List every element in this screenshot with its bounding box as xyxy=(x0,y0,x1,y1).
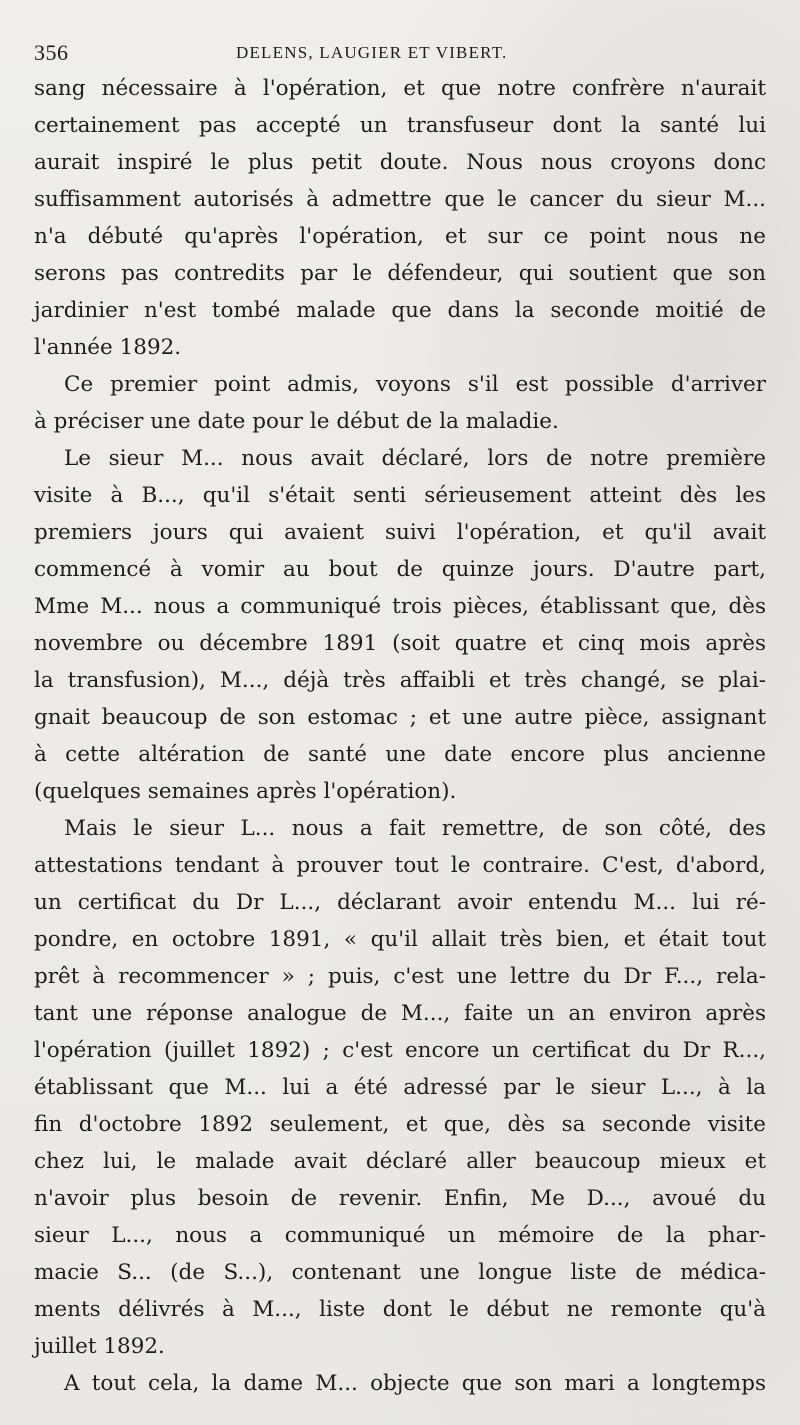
text-line: prêt à recommencer » ; puis, c'est une lettre du Dr F..., rela- xyxy=(34,964,766,989)
text-line: serons pas contredits par le défendeur, qui soutient que son xyxy=(34,261,766,286)
text-line: la transfusion), M..., déjà très affaibli et très changé, se plai- xyxy=(34,668,766,693)
text-line: attestations tendant à prouver tout le contraire. C'est, d'abord, xyxy=(34,853,766,878)
text-line: pondre, en octobre 1891, « qu'il allait très bien, et était tout xyxy=(34,927,766,952)
text-line: aurait inspiré le plus petit doute. Nous nous croyons donc xyxy=(34,150,766,175)
text-line: établissant que M... lui a été adressé par le sieur L..., à la xyxy=(34,1075,766,1100)
text-line: sang nécessaire à l'opération, et que notre confrère n'aurait xyxy=(34,76,766,101)
text-line: Ce premier point admis, voyons s'il est possible d'arriver xyxy=(64,372,766,397)
text-line: juillet 1892. xyxy=(34,1334,165,1359)
text-line: premiers jours qui avaient suivi l'opération, et qu'il avait xyxy=(34,520,766,545)
text-line: suffisamment autorisés à admettre que le cancer du sieur M... xyxy=(34,187,766,212)
text-line: n'avoir plus besoin de revenir. Enfin, Me D..., avoué du xyxy=(34,1186,766,1211)
page-header xyxy=(34,40,764,70)
text-line: chez lui, le malade avait déclaré aller beaucoup mieux et xyxy=(34,1149,766,1174)
text-line: macie S... (de S...), contenant une longue liste de médica- xyxy=(34,1260,766,1285)
text-line: commencé à vomir au bout de quinze jours. D'autre part, xyxy=(34,557,766,582)
text-line: ments délivrés à M..., liste dont le début ne remonte qu'à xyxy=(34,1297,766,1322)
text-line: gnait beaucoup de son estomac ; et une autre pièce, assignant xyxy=(34,705,766,730)
text-line: certainement pas accepté un transfuseur dont la santé lui xyxy=(34,113,766,138)
text-line: l'année 1892. xyxy=(34,335,182,360)
text-line: (quelques semaines après l'opération). xyxy=(34,779,457,804)
text-line: n'a débuté qu'après l'opération, et sur ce point nous ne xyxy=(34,224,766,249)
body-text xyxy=(34,70,766,1402)
text-line: Mais le sieur L... nous a fait remettre, de son côté, des xyxy=(64,816,766,841)
text-line: tant une réponse analogue de M..., faite un an environ après xyxy=(34,1001,766,1026)
text-line: jardinier n'est tombé malade que dans la seconde moitié de xyxy=(34,298,766,323)
text-line: novembre ou décembre 1891 (soit quatre et cinq mois après xyxy=(34,631,766,656)
text-line: l'opération (juillet 1892) ; c'est encore un certificat du Dr R..., xyxy=(34,1038,766,1063)
text-line: Mme M... nous a communiqué trois pièces, établissant que, dès xyxy=(34,594,766,619)
text-line: visite à B..., qu'il s'était senti sérieusement atteint dès les xyxy=(34,483,766,508)
text-line: à cette altération de santé une date encore plus ancienne xyxy=(34,742,766,767)
running-head: DELENS, LAUGIER ET VIBERT. xyxy=(236,43,508,62)
text-line: sieur L..., nous a communiqué un mémoire de la phar- xyxy=(34,1223,766,1248)
text-line: à préciser une date pour le début de la maladie. xyxy=(34,409,559,434)
text-line: A tout cela, la dame M... objecte que son mari a longtemps xyxy=(64,1371,766,1396)
text-line: Le sieur M... nous avait déclaré, lors de notre première xyxy=(64,446,766,471)
text-line: un certificat du Dr L..., déclarant avoir entendu M... lui ré- xyxy=(34,890,766,915)
page-number: 356 xyxy=(34,40,69,65)
text-line: fin d'octobre 1892 seulement, et que, dès sa seconde visite xyxy=(34,1112,766,1137)
